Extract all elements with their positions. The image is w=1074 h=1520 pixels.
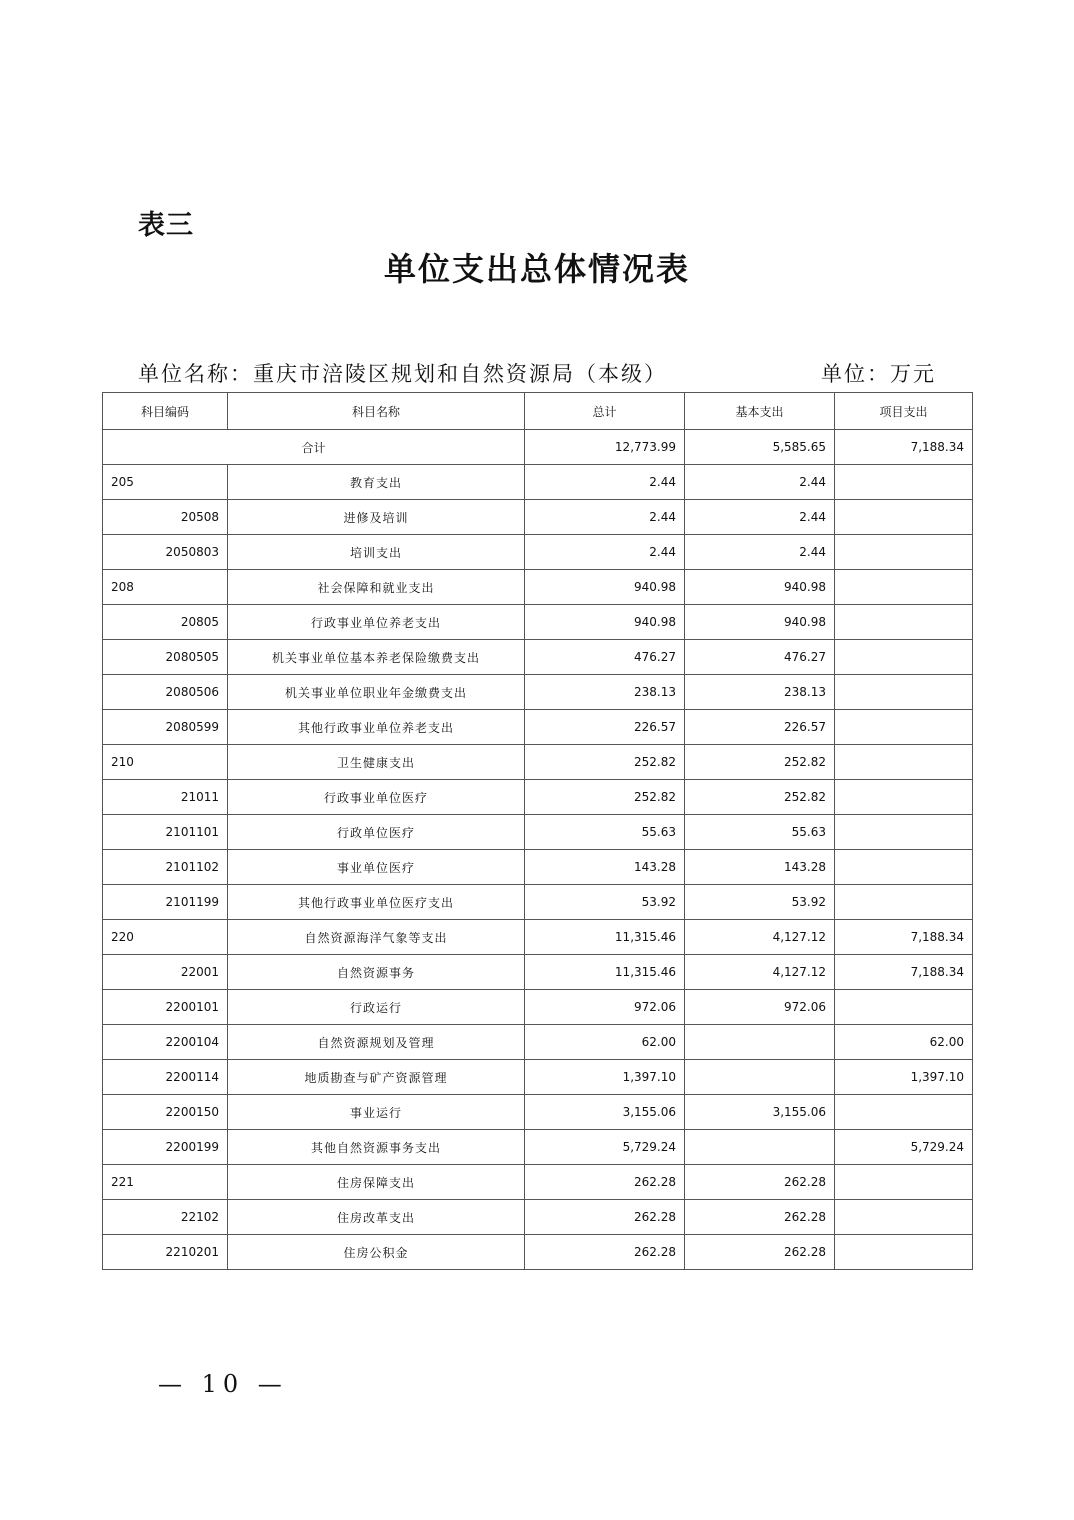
code-cell: 2210201 xyxy=(103,1235,228,1270)
project-cell xyxy=(835,1165,973,1200)
total-cell: 262.28 xyxy=(525,1235,685,1270)
total-basic-cell: 5,585.65 xyxy=(685,430,835,465)
table-row xyxy=(103,535,973,570)
total-cell: 143.28 xyxy=(525,850,685,885)
name-cell: 自然资源规划及管理 xyxy=(228,1025,525,1060)
table-row xyxy=(103,1025,973,1060)
basic-cell: 3,155.06 xyxy=(685,1095,835,1130)
basic-cell: 476.27 xyxy=(685,640,835,675)
project-cell xyxy=(835,570,973,605)
table-row xyxy=(103,570,973,605)
table-row xyxy=(103,710,973,745)
total-cell: 262.28 xyxy=(525,1165,685,1200)
total-cell: 940.98 xyxy=(525,570,685,605)
basic-cell: 252.82 xyxy=(685,780,835,815)
total-cell: 252.82 xyxy=(525,745,685,780)
table-row xyxy=(103,815,973,850)
total-cell: 972.06 xyxy=(525,990,685,1025)
project-cell: 62.00 xyxy=(835,1025,973,1060)
name-cell: 行政单位医疗 xyxy=(228,815,525,850)
project-cell xyxy=(835,465,973,500)
table-label: 表三 xyxy=(138,210,194,241)
basic-cell: 143.28 xyxy=(685,850,835,885)
name-cell: 培训支出 xyxy=(228,535,525,570)
basic-cell: 4,127.12 xyxy=(685,955,835,990)
total-project-cell: 7,188.34 xyxy=(835,430,973,465)
name-cell: 住房保障支出 xyxy=(228,1165,525,1200)
total-cell: 238.13 xyxy=(525,675,685,710)
total-cell: 11,315.46 xyxy=(525,955,685,990)
column-header-code: 科目编码 xyxy=(103,393,228,430)
table-row xyxy=(103,850,973,885)
basic-cell: 238.13 xyxy=(685,675,835,710)
table-row xyxy=(103,920,973,955)
total-cell: 55.63 xyxy=(525,815,685,850)
code-cell: 2080599 xyxy=(103,710,228,745)
name-cell: 其他自然资源事务支出 xyxy=(228,1130,525,1165)
project-cell: 1,397.10 xyxy=(835,1060,973,1095)
total-cell: 1,397.10 xyxy=(525,1060,685,1095)
basic-cell: 2.44 xyxy=(685,465,835,500)
table-row xyxy=(103,675,973,710)
project-cell: 5,729.24 xyxy=(835,1130,973,1165)
total-cell: 3,155.06 xyxy=(525,1095,685,1130)
name-cell: 其他行政事业单位养老支出 xyxy=(228,710,525,745)
code-cell: 2080506 xyxy=(103,675,228,710)
project-cell xyxy=(835,1095,973,1130)
name-cell: 行政事业单位养老支出 xyxy=(228,605,525,640)
name-cell: 事业运行 xyxy=(228,1095,525,1130)
basic-cell: 226.57 xyxy=(685,710,835,745)
code-cell: 210 xyxy=(103,745,228,780)
name-cell: 行政事业单位医疗 xyxy=(228,780,525,815)
basic-cell: 4,127.12 xyxy=(685,920,835,955)
name-cell: 机关事业单位基本养老保险缴费支出 xyxy=(228,640,525,675)
project-cell xyxy=(835,885,973,920)
code-cell: 22001 xyxy=(103,955,228,990)
name-cell: 其他行政事业单位医疗支出 xyxy=(228,885,525,920)
name-cell: 卫生健康支出 xyxy=(228,745,525,780)
basic-cell: 972.06 xyxy=(685,990,835,1025)
basic-cell: 2.44 xyxy=(685,500,835,535)
basic-cell: 940.98 xyxy=(685,605,835,640)
total-row xyxy=(103,430,973,465)
column-header-project: 项目支出 xyxy=(835,393,973,430)
table-row xyxy=(103,1060,973,1095)
column-header-basic: 基本支出 xyxy=(685,393,835,430)
project-cell xyxy=(835,605,973,640)
code-cell: 2080505 xyxy=(103,640,228,675)
code-cell: 21011 xyxy=(103,780,228,815)
code-cell: 20508 xyxy=(103,500,228,535)
basic-cell: 940.98 xyxy=(685,570,835,605)
code-cell: 205 xyxy=(103,465,228,500)
total-cell: 2.44 xyxy=(525,500,685,535)
table-header-row xyxy=(103,393,973,430)
code-cell: 2101199 xyxy=(103,885,228,920)
total-cell: 5,729.24 xyxy=(525,1130,685,1165)
expenditure-table xyxy=(102,392,973,1270)
name-cell: 住房改革支出 xyxy=(228,1200,525,1235)
project-cell: 7,188.34 xyxy=(835,920,973,955)
table-row xyxy=(103,955,973,990)
table-row xyxy=(103,990,973,1025)
name-cell: 进修及培训 xyxy=(228,500,525,535)
name-cell: 社会保障和就业支出 xyxy=(228,570,525,605)
basic-cell xyxy=(685,1025,835,1060)
project-cell xyxy=(835,780,973,815)
project-cell xyxy=(835,535,973,570)
table-row xyxy=(103,1235,973,1270)
unit-label: 单位：万元 xyxy=(821,362,936,386)
table-row xyxy=(103,465,973,500)
table-row xyxy=(103,1095,973,1130)
name-cell: 地质勘查与矿产资源管理 xyxy=(228,1060,525,1095)
code-cell: 2200199 xyxy=(103,1130,228,1165)
column-header-name: 科目名称 xyxy=(228,393,525,430)
project-cell xyxy=(835,1200,973,1235)
table-row xyxy=(103,640,973,675)
total-cell: 262.28 xyxy=(525,1200,685,1235)
basic-cell: 55.63 xyxy=(685,815,835,850)
name-cell: 自然资源海洋气象等支出 xyxy=(228,920,525,955)
project-cell: 7,188.34 xyxy=(835,955,973,990)
total-cell: 2.44 xyxy=(525,535,685,570)
table-row xyxy=(103,1200,973,1235)
table-row xyxy=(103,500,973,535)
total-cell: 62.00 xyxy=(525,1025,685,1060)
code-cell: 2200150 xyxy=(103,1095,228,1130)
code-cell: 220 xyxy=(103,920,228,955)
table-row xyxy=(103,885,973,920)
total-label: 合计 xyxy=(103,430,525,465)
total-cell: 252.82 xyxy=(525,780,685,815)
project-cell xyxy=(835,710,973,745)
total-cell: 11,315.46 xyxy=(525,920,685,955)
project-cell xyxy=(835,1235,973,1270)
code-cell: 2200104 xyxy=(103,1025,228,1060)
basic-cell xyxy=(685,1130,835,1165)
code-cell: 208 xyxy=(103,570,228,605)
total-cell: 940.98 xyxy=(525,605,685,640)
name-cell: 住房公积金 xyxy=(228,1235,525,1270)
code-cell: 221 xyxy=(103,1165,228,1200)
code-cell: 2101101 xyxy=(103,815,228,850)
name-cell: 自然资源事务 xyxy=(228,955,525,990)
project-cell xyxy=(835,500,973,535)
basic-cell: 262.28 xyxy=(685,1235,835,1270)
table-row xyxy=(103,1130,973,1165)
project-cell xyxy=(835,815,973,850)
page-title: 单位支出总体情况表 xyxy=(383,250,690,288)
name-cell: 教育支出 xyxy=(228,465,525,500)
basic-cell: 262.28 xyxy=(685,1165,835,1200)
table-row xyxy=(103,745,973,780)
project-cell xyxy=(835,990,973,1025)
project-cell xyxy=(835,675,973,710)
basic-cell: 252.82 xyxy=(685,745,835,780)
total-cell: 476.27 xyxy=(525,640,685,675)
total-cell: 2.44 xyxy=(525,465,685,500)
project-cell xyxy=(835,850,973,885)
column-header-total: 总计 xyxy=(525,393,685,430)
project-cell xyxy=(835,745,973,780)
name-cell: 事业单位医疗 xyxy=(228,850,525,885)
project-cell xyxy=(835,640,973,675)
table-row xyxy=(103,605,973,640)
table-row xyxy=(103,1165,973,1200)
name-cell: 机关事业单位职业年金缴费支出 xyxy=(228,675,525,710)
code-cell: 2200114 xyxy=(103,1060,228,1095)
total-cell: 226.57 xyxy=(525,710,685,745)
basic-cell xyxy=(685,1060,835,1095)
code-cell: 2050803 xyxy=(103,535,228,570)
name-cell: 行政运行 xyxy=(228,990,525,1025)
code-cell: 2200101 xyxy=(103,990,228,1025)
unit-name: 单位名称：重庆市涪陵区规划和自然资源局（本级） xyxy=(138,362,667,386)
basic-cell: 262.28 xyxy=(685,1200,835,1235)
total-cell: 53.92 xyxy=(525,885,685,920)
table-row xyxy=(103,780,973,815)
basic-cell: 53.92 xyxy=(685,885,835,920)
page-number: — 10 — xyxy=(158,1370,288,1398)
basic-cell: 2.44 xyxy=(685,535,835,570)
code-cell: 22102 xyxy=(103,1200,228,1235)
code-cell: 20805 xyxy=(103,605,228,640)
code-cell: 2101102 xyxy=(103,850,228,885)
total-cell: 12,773.99 xyxy=(525,430,685,465)
